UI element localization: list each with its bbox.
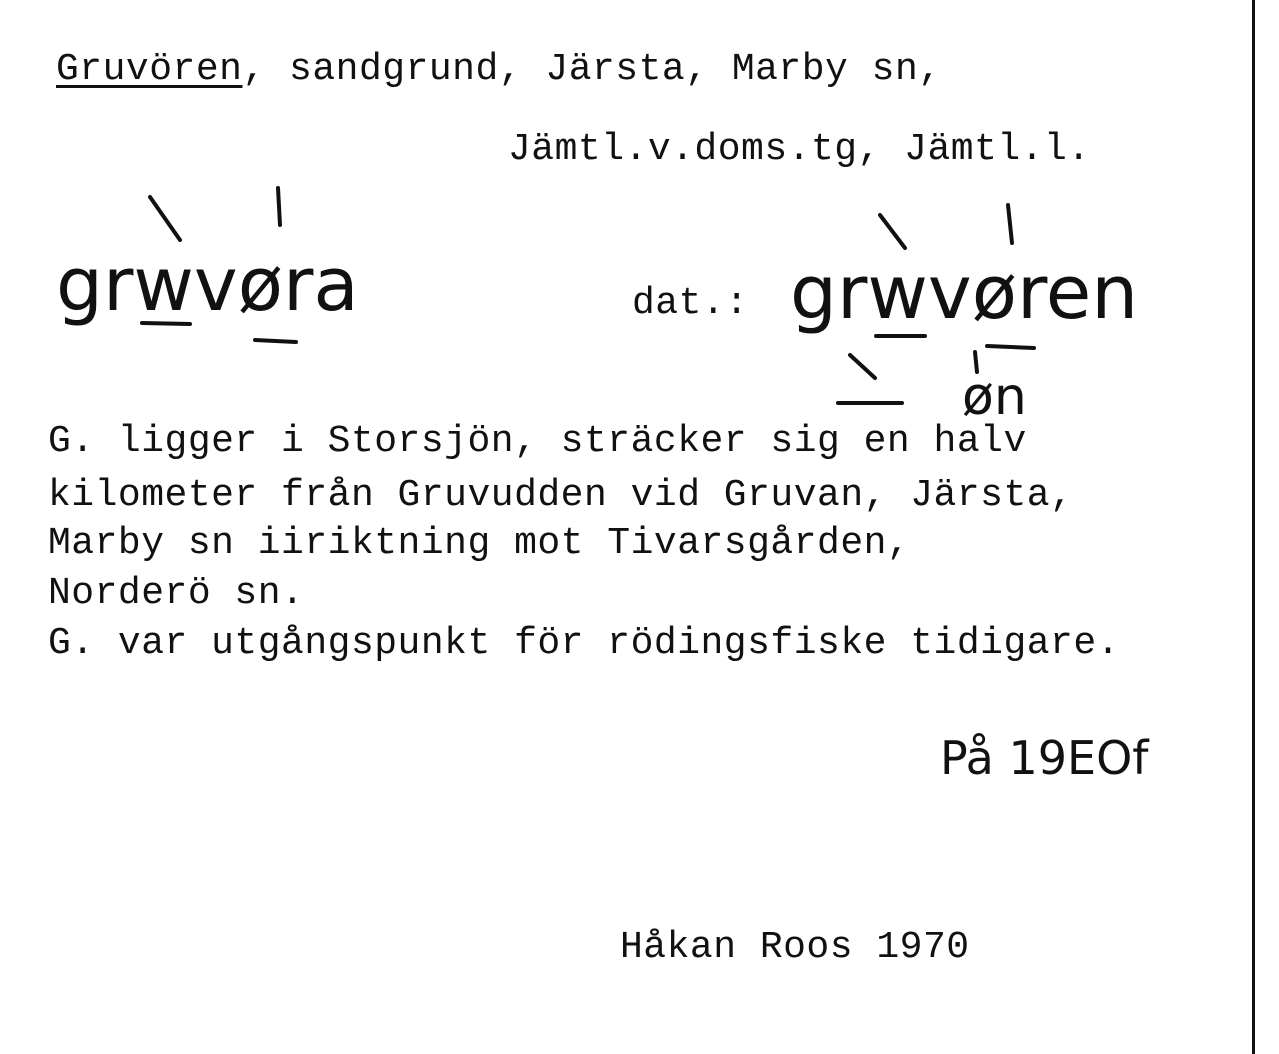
pronunciation-dative-variant: øn — [962, 367, 1027, 427]
body-line: kilometer från Gruvudden vid Gruvan, Järsta, — [48, 474, 1074, 517]
dative-label: dat.: — [632, 282, 749, 325]
pronunciation-nominative: grwvøra — [56, 242, 359, 328]
body-line: G. ligger i Storsjön, sträcker sig en halv — [48, 420, 1027, 463]
headword: Gruvören — [56, 48, 243, 91]
signature: Håkan Roos 1970 — [620, 926, 970, 969]
header-line-2: Jämtl.v.doms.tg, Jämtl.l. — [508, 128, 1091, 171]
body-line: Marby sn iiriktning mot Tivarsgården, — [48, 522, 911, 565]
body-line: Norderö sn. — [48, 572, 305, 615]
body-line: G. var utgångspunkt för rödingsfiske tidigare. — [48, 622, 1120, 665]
handwritten-annotation: På 19EOf — [940, 731, 1149, 785]
card-right-edge — [1252, 0, 1255, 1054]
pronunciation-dative: grwvøren — [790, 250, 1139, 336]
header-line-1-rest: , sandgrund, Järsta, Marby sn, — [242, 48, 942, 91]
